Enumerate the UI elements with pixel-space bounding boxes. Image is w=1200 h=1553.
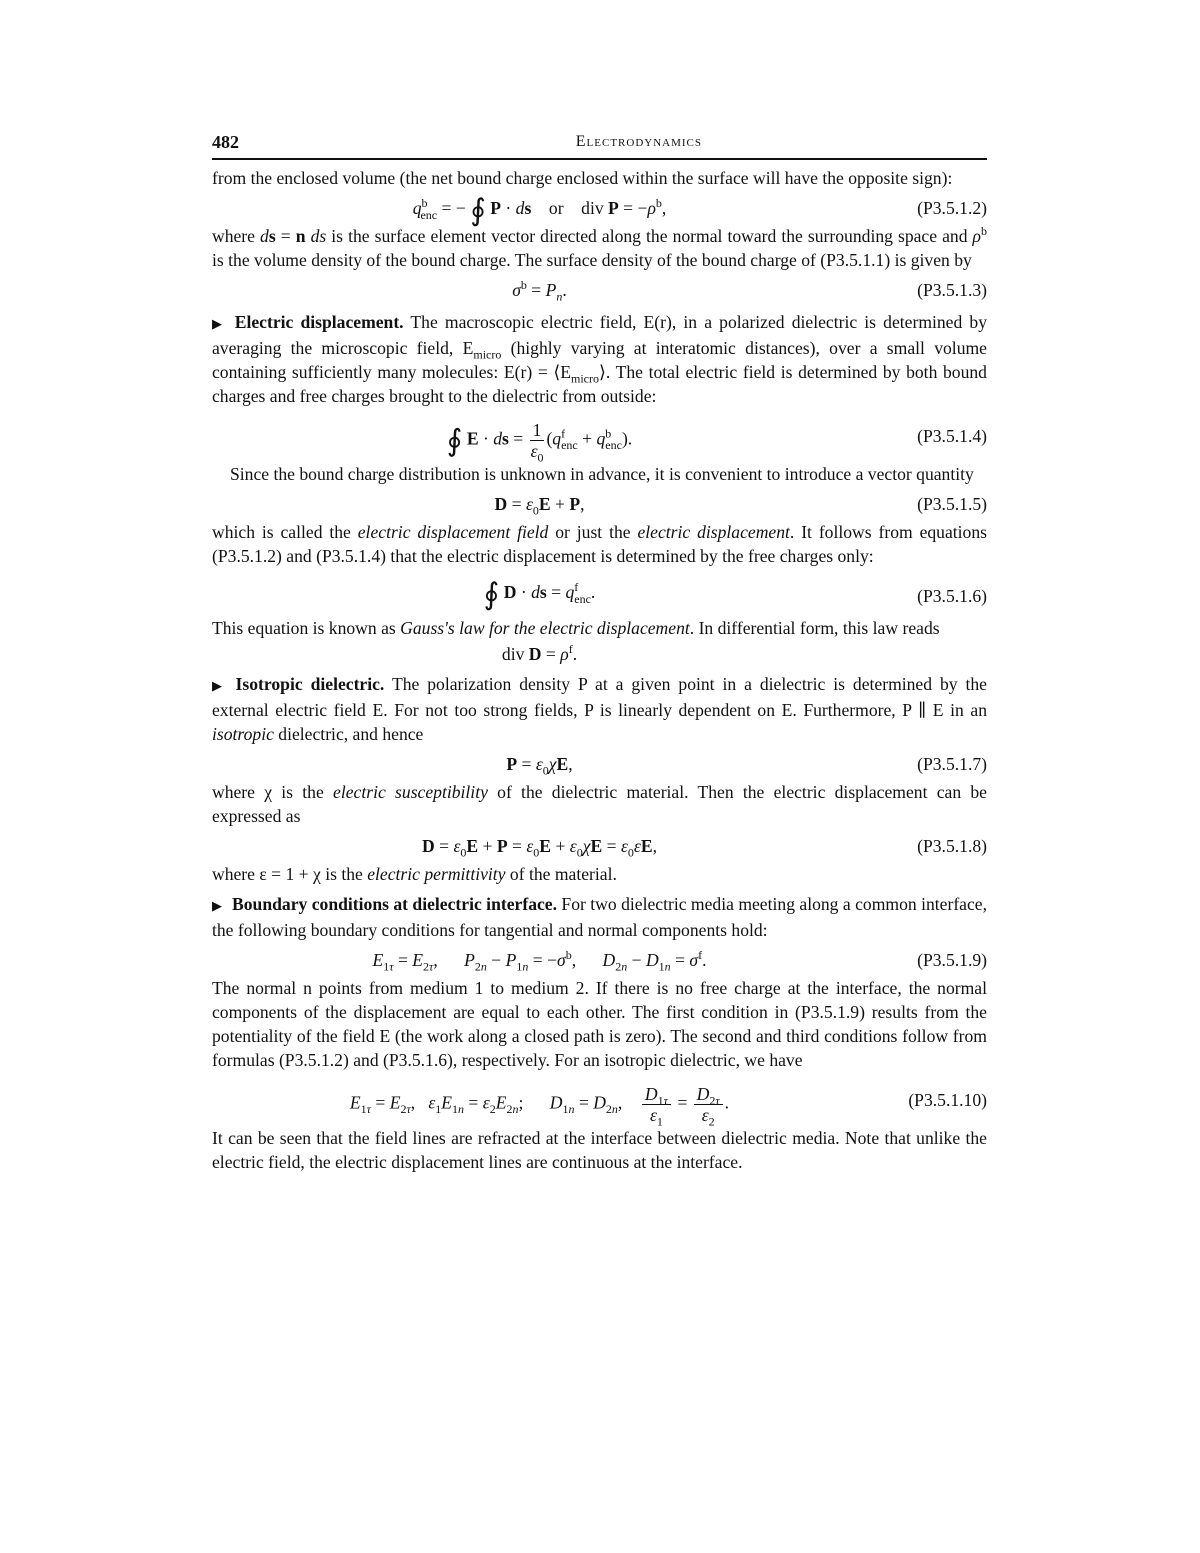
- page-number: 482: [212, 132, 239, 152]
- triangle-bullet-icon: ▶: [212, 316, 225, 331]
- equation: $q^b_{enc}$ = − ∮ P · ds or div $P = -\rho^b$, (P3.5.1.2): [412, 194, 987, 227]
- page: [212, 130, 987, 1174]
- paragraph: The normal n points from medium 1 to medium 2. If there is no free charge at the interface, the normal components of the displacement are equal to each other. The first condition in (P3.5.1.9) results from the potentiality of the field E (the work along a closed path is zero). The second and third conditions follow from formulas (P3.5.1.2) and (P3.5.1.6), respectively. For an isotropic dielectric, we have: [212, 978, 987, 1070]
- equation: ∮ E · ds = $\frac{1}{\varepsilon_0}$ $(q^f_{enc} + q^b_{enc})$. (P3.5.1.4): [446, 420, 987, 465]
- equation: $E_{1\tau} = E_{2\tau}$, $P_{2n} - P_{1n} = -\sigma^b$, $D_{2n} - D_{1n} = \sigma^f$. (P3.5.1.9): [372, 948, 987, 974]
- section-paragraph: ▶ Boundary conditions at dielectric interface. For two dielectric media meeting along a common interface, the following boundary conditions for tangential and normal components hold:: [212, 894, 988, 940]
- equation: $E_{1\tau} = E_{2\tau}$, $\varepsilon_1E_{1n} = \varepsilon_2E_{2n}$; $D_{1n} = D_{2n}$, $\frac{D_{1\tau}}{\varepsilon_1}$ = $\frac{D_{2\tau}}{\varepsilon_2}$ . (P3.5.1.10): [349, 1084, 987, 1129]
- triangle-bullet-icon: ▶: [212, 678, 226, 693]
- equation-number: (P3.5.1.10): [908, 1090, 987, 1110]
- equation: $P = \varepsilon_0\chi E$, (P3.5.1.7): [506, 754, 987, 778]
- equation-number: (P3.5.1.5): [917, 494, 987, 514]
- equation: $D = \varepsilon_0E + P$, (P3.5.1.5): [494, 494, 987, 518]
- equation-number: (P3.5.1.7): [917, 754, 987, 774]
- equation-number: (P3.5.1.9): [917, 950, 987, 970]
- paragraph: This equation is known as Gauss's law for the electric displacement. In differential form, this law reads: [212, 618, 940, 638]
- paragraph: where ε = 1 + χ is the electric permittivity of the material.: [212, 864, 617, 884]
- equation: div $D = \rho^f$.: [501, 642, 578, 664]
- section-title: Boundary conditions at dielectric interface.: [232, 894, 558, 914]
- equation-number: (P3.5.1.2): [917, 198, 987, 218]
- paragraph: from the enclosed volume (the net bound charge enclosed within the surface will have the opposite sign):: [212, 168, 953, 188]
- section-title: Isotropic dielectric.: [235, 674, 385, 694]
- paragraph: Since the bound charge distribution is unknown in advance, it is convenient to introduce a vector quantity: [230, 464, 974, 484]
- section-paragraph: ▶ Electric displacement. The macroscopic electric field, E(r), in a polarized dielectric is determined by averaging the microscopic field, $E_{micro}$ (highly varying at interatomic distances), over a small volume containing sufficiently many molecules: $E(r) = ⟨E_{micro}⟩$. The total electric field is determined by both bound charges and free charges brought to the dielectric from outside:: [212, 312, 988, 406]
- equation-number: (P3.5.1.8): [917, 836, 987, 856]
- equation-number: (P3.5.1.6): [917, 586, 987, 606]
- paragraph: which is called the electric displacement field or just the electric displacement. It follows from equations (P3.5.1.2) and (P3.5.1.4) that the electric displacement is determined by the free charges only:: [212, 522, 987, 566]
- equation: $\sigma^b = P_n$. (P3.5.1.3): [512, 278, 987, 304]
- equation: $D = \varepsilon_0E + P = \varepsilon_0E + \varepsilon_0\chi E = \varepsilon_0\varepsilon E$, (P3.5.1.8): [422, 836, 987, 860]
- triangle-bullet-icon: ▶: [212, 898, 223, 913]
- paragraph: where χ is the electric susceptibility of the dielectric material. Then the electric displacement can be expressed as: [212, 782, 987, 826]
- equation-number: (P3.5.1.4): [917, 426, 987, 446]
- section-paragraph: ▶ Isotropic dielectric. The polarization density P at a given point in a dielectric is determined by the external electric field E. For not too strong fields, P is linearly dependent on E. Furthermore, P ∥ E in an isotropic dielectric, and hence: [212, 674, 987, 744]
- section-title: Electric displacement.: [234, 312, 404, 332]
- paragraph: It can be seen that the field lines are refracted at the interface between dielectric media. Note that unlike the electric field, the electric displacement lines are continuous at the interface.: [212, 1128, 987, 1172]
- running-header: [212, 130, 987, 160]
- equation-number: (P3.5.1.3): [917, 280, 987, 300]
- paragraph: where ds = n ds is the surface element vector directed along the normal toward the surrounding space and $\rho^b$ is the volume density of the bound charge. The surface density of the bound charge of (P3.5.1.1) is given by: [212, 224, 987, 270]
- running-title: Electrodynamics: [575, 133, 702, 150]
- equation: ∮ D · ds = $q^f_{enc}$. (P3.5.1.6): [483, 578, 987, 611]
